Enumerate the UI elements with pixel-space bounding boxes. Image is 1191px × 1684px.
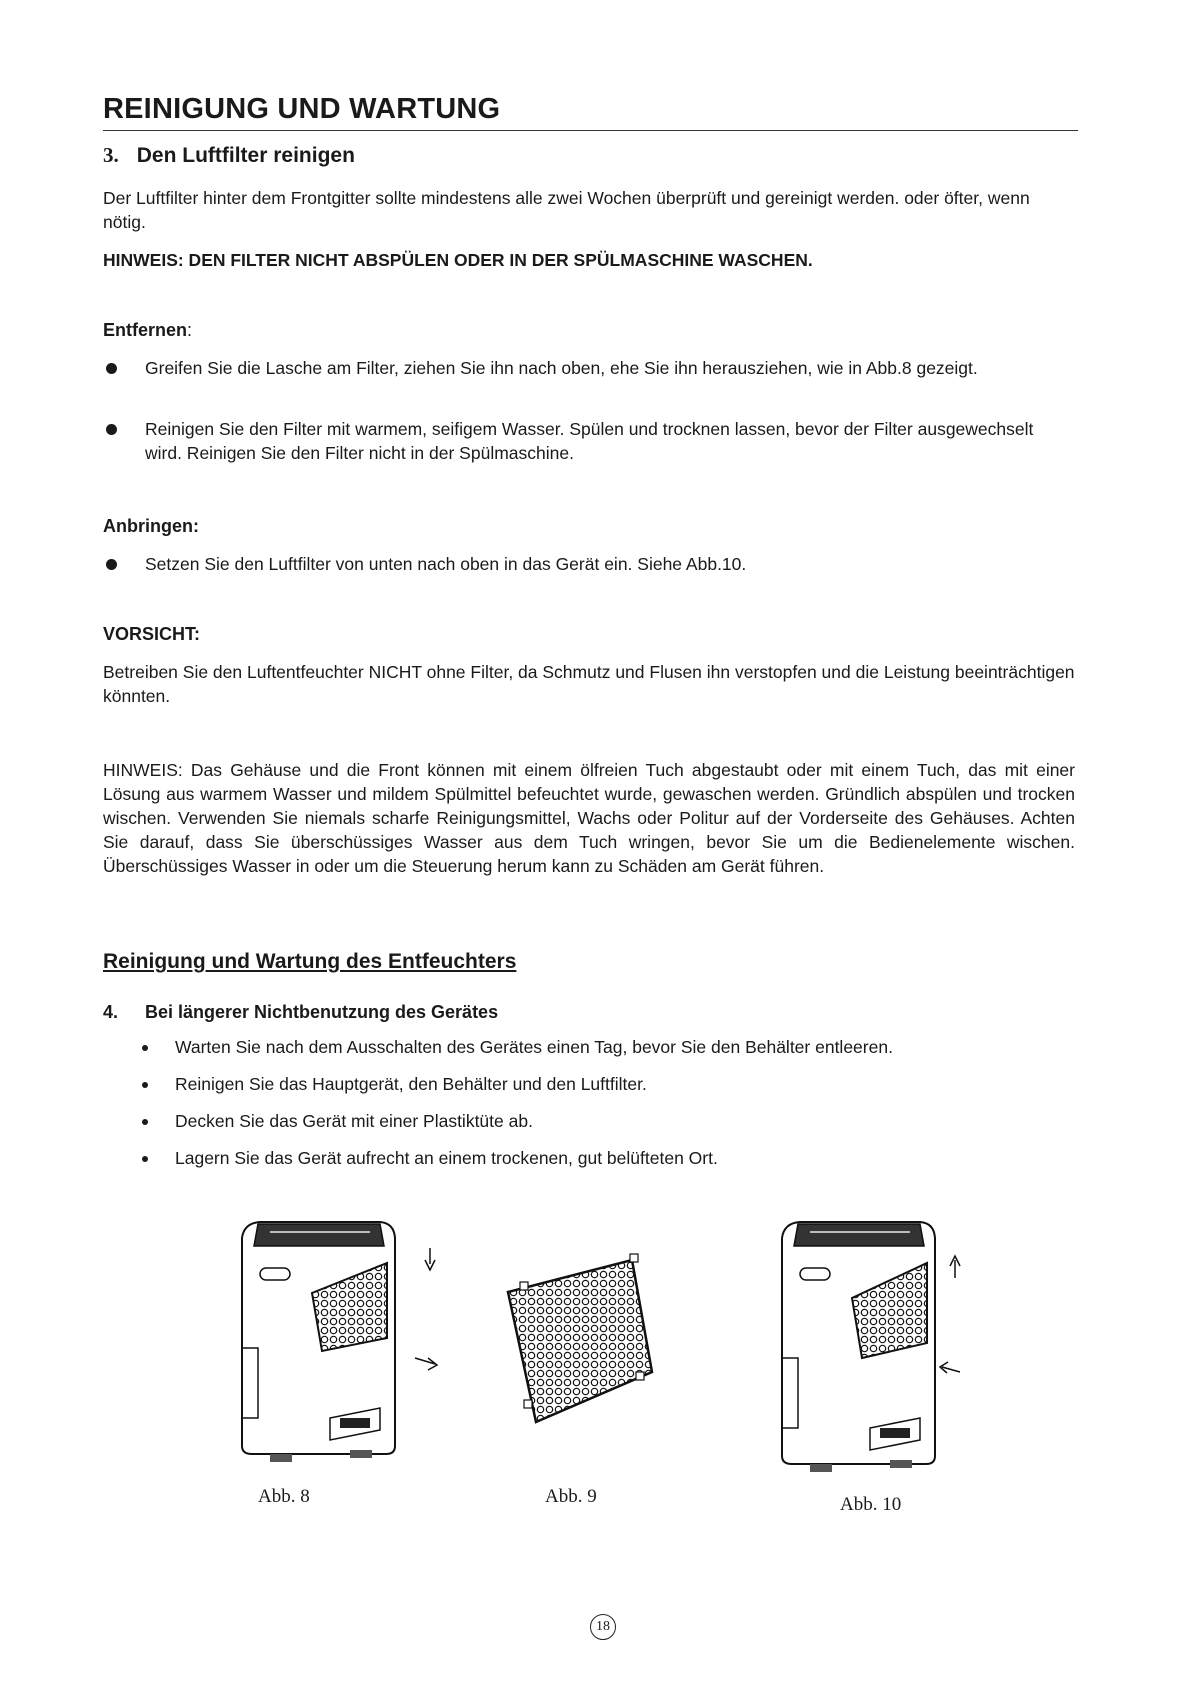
bullet-icon bbox=[142, 1082, 148, 1088]
storage-item-text: Lagern Sie das Gerät aufrecht an einem trockenen, gut belüfteten Ort. bbox=[175, 1148, 718, 1168]
remove-item bbox=[103, 417, 1075, 465]
figure-10-caption: Abb. 10 bbox=[840, 1494, 902, 1515]
remove-heading-text: Entfernen bbox=[103, 320, 188, 340]
bullet-icon bbox=[106, 559, 117, 570]
hint-text: HINWEIS: Das Gehäuse und die Front können mit einem ölfreien Tuch abgestaubt oder mit einem Tuch, das mit einer Lösung aus warmem Wasser und mildem Spülmittel befeuchtet wurde, gewaschen werden. Gründlich abspülen und trocken wischen. Verwenden Sie niemals scharfe Reinigungsmittel, Wachs oder Politur auf der Vorderseite des Gehäuses. Achten Sie darauf, dass Sie überschüssiges Wasser aus dem Tuch wringen, bevor Sie um die Bedienelemente wischen. Überschüssiges Wasser in oder um die Steuerung herum kann zu Schäden am Gerät führen. bbox=[103, 760, 1075, 876]
remove-heading-colon: : bbox=[187, 320, 193, 340]
bullet-icon bbox=[106, 363, 117, 374]
storage-item bbox=[103, 1072, 647, 1096]
section-4-title: Bei längerer Nichtbenutzung des Gerätes bbox=[145, 1002, 499, 1022]
figure-8-dehumidifier-filter-removal bbox=[230, 1218, 450, 1473]
figure-10-dehumidifier-filter-install bbox=[770, 1218, 990, 1483]
caution-text: Betreiben Sie den Luftentfeuchter NICHT ohne Filter, da Schmutz und Flusen ihn verstopfen und die Leistung beeinträchtigen könnten. bbox=[103, 662, 1075, 706]
filter-note: HINWEIS: DEN FILTER NICHT ABSPÜLEN ODER IN DER SPÜLMASCHINE WASCHEN. bbox=[103, 250, 813, 270]
storage-item-text: Decken Sie das Gerät mit einer Plastiktüte ab. bbox=[175, 1111, 533, 1131]
remove-heading bbox=[103, 320, 192, 341]
remove-item-text: Reinigen Sie den Filter mit warmem, seifigem Wasser. Spülen und trocknen lassen, bevor der Filter ausgewechselt wird. Reinigen Sie den Filter nicht in der Spülmaschine. bbox=[145, 419, 1034, 463]
remove-item-text: Greifen Sie die Lasche am Filter, ziehen Sie ihn nach oben, ehe Sie ihn herausziehen, wie in Abb.8 gezeigt. bbox=[145, 358, 978, 378]
section-3-title: Den Luftfilter reinigen bbox=[136, 144, 355, 167]
bullet-icon bbox=[142, 1045, 148, 1051]
page-title: REINIGUNG UND WARTUNG bbox=[103, 92, 1078, 131]
section-3-heading bbox=[103, 143, 355, 168]
bullet-icon bbox=[142, 1119, 148, 1125]
section-4-heading bbox=[103, 1002, 498, 1023]
figure-9-air-filter bbox=[500, 1252, 660, 1432]
install-heading: Anbringen: bbox=[103, 516, 199, 536]
storage-item bbox=[103, 1109, 533, 1133]
section-3-number: 3. bbox=[103, 143, 119, 167]
storage-item-text: Reinigen Sie das Hauptgerät, den Behälter und den Luftfilter. bbox=[175, 1074, 647, 1094]
section-4-number: 4. bbox=[103, 1002, 119, 1022]
figure-9-caption: Abb. 9 bbox=[545, 1486, 597, 1507]
install-item-text: Setzen Sie den Luftfilter von unten nach oben in das Gerät ein. Siehe Abb.10. bbox=[145, 554, 747, 574]
remove-item bbox=[103, 356, 1075, 380]
install-item bbox=[103, 552, 1075, 576]
bullet-icon bbox=[106, 424, 117, 435]
figure-8-caption: Abb. 8 bbox=[258, 1486, 310, 1507]
bullet-icon bbox=[142, 1156, 148, 1162]
storage-item-text: Warten Sie nach dem Ausschalten des Gerätes einen Tag, bevor Sie den Behälter entleeren. bbox=[175, 1037, 893, 1057]
caution-heading: VORSICHT: bbox=[103, 624, 201, 644]
filter-intro: Der Luftfilter hinter dem Frontgitter sollte mindestens alle zwei Wochen überprüft und gereinigt werden. oder öfter, wenn nötig. bbox=[103, 188, 1030, 232]
storage-item bbox=[103, 1146, 718, 1170]
storage-item bbox=[103, 1035, 893, 1059]
maintenance-title: Reinigung und Wartung des Entfeuchters bbox=[103, 950, 517, 973]
page-number: 18 bbox=[590, 1614, 616, 1640]
